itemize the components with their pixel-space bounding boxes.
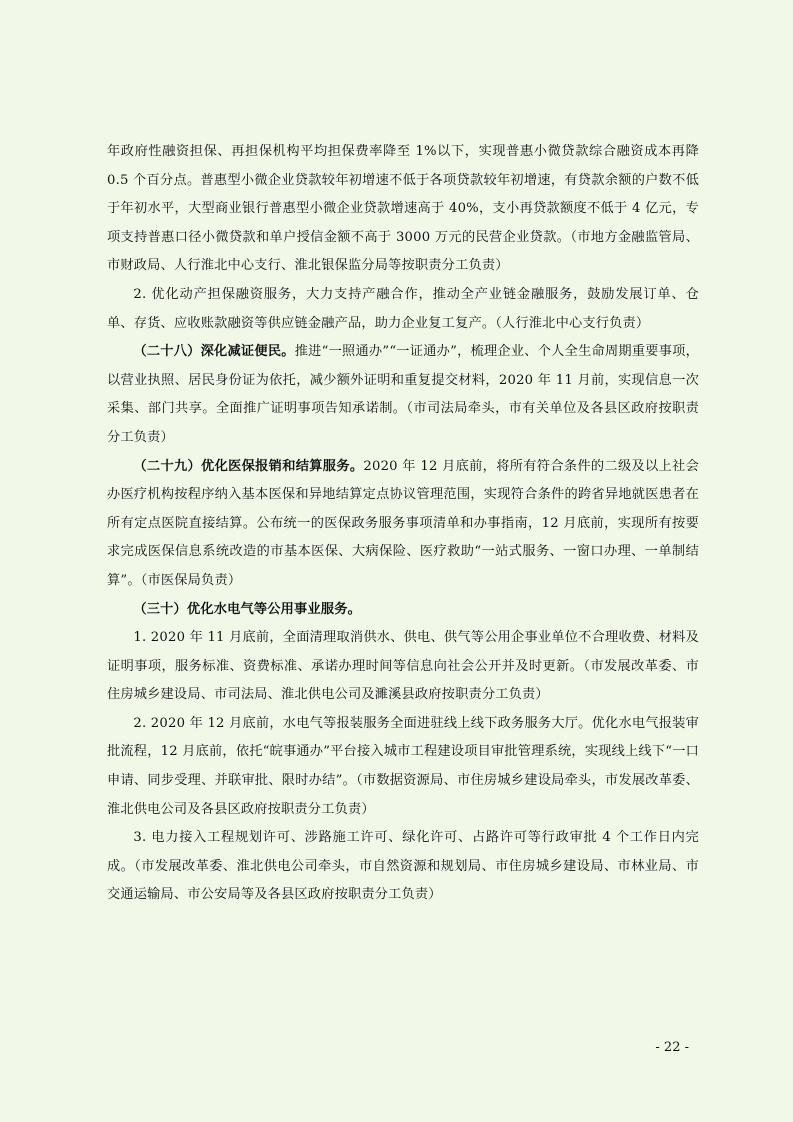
paragraph-item-30-1 <box>107 624 699 710</box>
paragraph-item-30-2 <box>107 710 699 824</box>
paragraph-item-28 <box>107 338 699 452</box>
section-heading: （三十）优化水电气等公用事业服务。 <box>133 601 361 617</box>
document-body <box>107 138 699 910</box>
section-heading: （二十九）优化医保报销和结算服务。 <box>133 458 364 474</box>
paragraph-item-30-3 <box>107 824 699 910</box>
paragraph-item-30 <box>107 596 699 625</box>
paragraph-text: 年政府性融资担保、再担保机构平均担保费率降至 1%以下，实现普惠小微贷款综合融资成本再降 0.5 个百分点。普惠型小微企业贷款较年初增速不低于各项贷款较年初增速，有贷款余额的户数不低于年初水平，大型商业银行普惠型小微企业贷款增速高于 40%，支小再贷款额度不低于 4 亿元，专项支持普惠口径小微贷款和单户授信金额不高于 3000 万元的民营企业贷款。（市地方金融监管局、市财政局、人行淮北中心支行、淮北银保监分局等按职责分工负责） <box>107 144 699 274</box>
section-heading: （二十八）深化减证便民。 <box>133 344 295 360</box>
paragraph-text: 2020 年 12 月底前，将所有符合条件的二级及以上社会办医疗机构按程序纳入基本医保和异地结算定点协议管理范围，实现符合条件的跨省异地就医患者在所有定点医院直接结算。公布统一的医保政务服务事项清单和办事指南，12 月底前，实现所有按要求完成医保信息系统改造的市基本医保、大病保险、医疗救助“一站式服务、一窗口办理、一单制结算”。（市医保局负责） <box>107 458 700 588</box>
paragraph-item-29 <box>107 453 699 596</box>
paragraph-text: 推进“一照通办”“一证通办”，梳理企业、个人全生命周期重要事项，以营业执照、居民身份证为依托，减少额外证明和重复提交材料，2020 年 11 月前，实现信息一次采集、部门共享。全面推广证明事项告知承诺制。（市司法局牵头，市有关单位及各县区政府按职责分工负责） <box>107 344 699 445</box>
page-number: - 22 - <box>655 1040 689 1055</box>
paragraph-text: 2. 2020 年 12 月底前，水电气等报装服务全面进驻线上线下政务服务大厅。优化水电气报装审批流程，12 月底前，依托“皖事通办”平台接入城市工程建设项目审批管理系统，实现线上线下“一口申请、同步受理、并联审批、限时办结”。（市数据资源局、市住房城乡建设局牵头，市发展改革委、淮北供电公司及各县区政府按职责分工负责） <box>107 715 699 817</box>
paragraph-text: 3. 电力接入工程规划许可、涉路施工许可、绿化许可、占路许可等行政审批 4 个工作日内完成。（市发展改革委、淮北供电公司牵头，市自然资源和规划局、市住房城乡建设局、市林业局、市交通运输局、市公安局等及各县区政府按职责分工负责） <box>107 830 699 903</box>
paragraph-text: 2. 优化动产担保融资服务，大力支持产融合作，推动全产业链金融服务，鼓励发展订单、仓单、存货、应收账款融资等供应链金融产品，助力企业复工复产。（人行淮北中心支行负责） <box>107 286 699 331</box>
paragraph-movable-property-financing <box>107 281 699 338</box>
paragraph-text: 1. 2020 年 11 月底前，全面清理取消供水、供电、供气等公用企事业单位不合理收费、材料及证明事项，服务标准、资费标准、承诺办理时间等信息向社会公开并及时更新。（市发展改革委、市住房城乡建设局、市司法局、淮北供电公司及濉溪县政府按职责分工负责） <box>107 630 699 703</box>
paragraph-financing-continued <box>107 138 699 281</box>
